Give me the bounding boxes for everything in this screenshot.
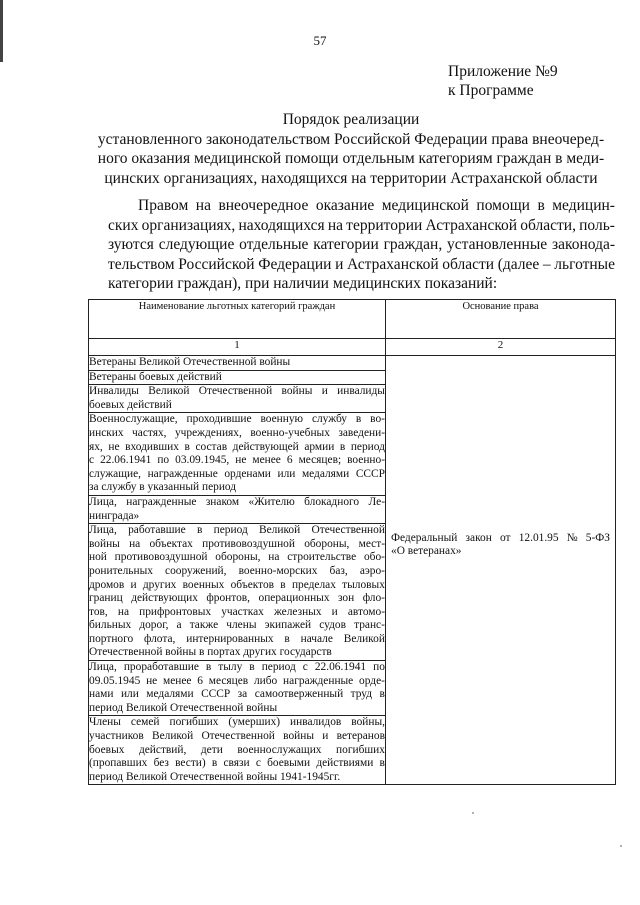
scan-speck (472, 812, 474, 814)
category-line: дромов и других военных объектов в пределах тыловых (89, 578, 385, 591)
appendix-label (448, 62, 558, 100)
category-line: нинграда» (89, 509, 140, 522)
benefit-categories-table (88, 299, 616, 785)
intro-line: ских организациях, находящихся на территории Астраханской области, поль- (108, 216, 615, 234)
category-line: Члены семей погибших (умерших) инвалидов войны, (89, 716, 385, 729)
header-categories: Наименование льготных категорий граждан (89, 300, 386, 339)
category-line: бильных дорог, а также члены экипажей судов транс- (89, 619, 385, 632)
column-number: 1 (89, 339, 386, 356)
category-line: Ветераны Великой Отечественной войны (89, 356, 291, 368)
category-line: Военнослужащие, проходившие военную службу в во- (89, 413, 385, 426)
intro-line: категории граждан), при наличии медицинских показаний: (108, 275, 498, 292)
category-cell (89, 495, 386, 523)
column-number-row (89, 339, 616, 356)
category-cell (89, 370, 386, 385)
category-line: (пропавших без вести) в связи с боевыми действиями в (89, 757, 385, 770)
category-line: войны на объектах противовоздушной обороны, мест- (89, 537, 385, 550)
scan-speck (620, 845, 622, 847)
intro-line: тельством Российской Федерации и Астраханской области (далее – льготные (108, 255, 615, 273)
category-line: Отечественной войны в портах других государств (89, 646, 332, 659)
category-line: Лица, проработавшие в тылу в период с 22.06.1941 по (89, 661, 385, 674)
intro-paragraph (108, 196, 615, 294)
table-row (89, 356, 616, 371)
category-line: ной противовоздушной обороны, на строительстве обо- (89, 551, 385, 564)
intro-line: зуются следующие отдельные категории граждан, установленные законода- (108, 236, 615, 253)
appendix-line: к Программе (448, 82, 534, 99)
title-line: установленного законодательством Российской Федерации права внеочеред- (97, 130, 605, 148)
basis-cell (386, 356, 616, 785)
appendix-line: Приложение №9 (448, 63, 558, 80)
category-line: период Великой Отечественной войны (89, 701, 278, 714)
category-line: служащие, награжденные орденами или медалями СССР (89, 467, 385, 480)
category-line: ронительных сооружений, военно-морских баз, аэро- (89, 564, 385, 577)
category-line: Лица, награжденные знаком «Жителю блокадного Ле- (89, 495, 385, 508)
category-line: Лица, работавшие в период Великой Отечественной (89, 524, 385, 537)
category-line: границ действующих фронтов, операционных зон фло- (89, 592, 385, 605)
category-line: портного флота, интернированных в начале Великой (89, 632, 385, 645)
intro-line: Правом на внеочередное оказание медицинской помощи в медицин- (138, 197, 615, 214)
category-cell (89, 413, 386, 496)
column-number: 2 (386, 339, 616, 356)
document-title (86, 110, 616, 188)
category-line: за службу в указанный период (89, 481, 237, 494)
category-line: участников Великой Отечественной войны и ветеранов (89, 730, 385, 743)
basis-line: «О ветеранах» (391, 545, 462, 558)
page-number: 57 (313, 33, 327, 48)
category-line: с 22.06.1941 по 03.09.1945, не менее 6 месяцев; военно- (89, 454, 385, 467)
category-cell (89, 356, 386, 371)
header-basis: Основание права (386, 300, 616, 339)
title-line: Порядок реализации (282, 111, 420, 128)
category-cell (89, 661, 386, 716)
scan-edge-mark (0, 0, 3, 62)
category-cell (89, 716, 386, 785)
category-line: боевых действий, дети военнослужащих погибших (89, 743, 385, 756)
title-line: цинских организациях, находящихся на территории Астраханской области (104, 169, 598, 187)
category-line: тов, на прифронтовых участках железных и автомо- (89, 605, 385, 618)
category-line: нами или медалями СССР за самоотверженный труд в (89, 688, 385, 701)
category-line: Инвалиды Великой Отечественной войны и инвалиды (89, 385, 385, 398)
category-line: инских частях, учреждениях, военно-учебных заведени- (89, 426, 385, 439)
category-cell (89, 385, 386, 413)
category-line: 09.05.1945 не менее 6 месяцев либо награжденные орде- (89, 674, 385, 687)
table-header-row (89, 300, 616, 339)
basis-line: Федеральный закон от 12.01.95 № 5-ФЗ (391, 531, 610, 544)
category-line: ях, не входивших в состав действующей армии в период (89, 440, 385, 453)
title-line: ного оказания медицинской помощи отдельным категориям граждан в меди- (97, 150, 605, 167)
category-line: Ветераны боевых действий (89, 370, 222, 383)
category-line: период Великой Отечественной войны 1941-1945гг. (89, 770, 341, 783)
category-line: боевых действий (89, 398, 172, 411)
category-cell (89, 524, 386, 661)
